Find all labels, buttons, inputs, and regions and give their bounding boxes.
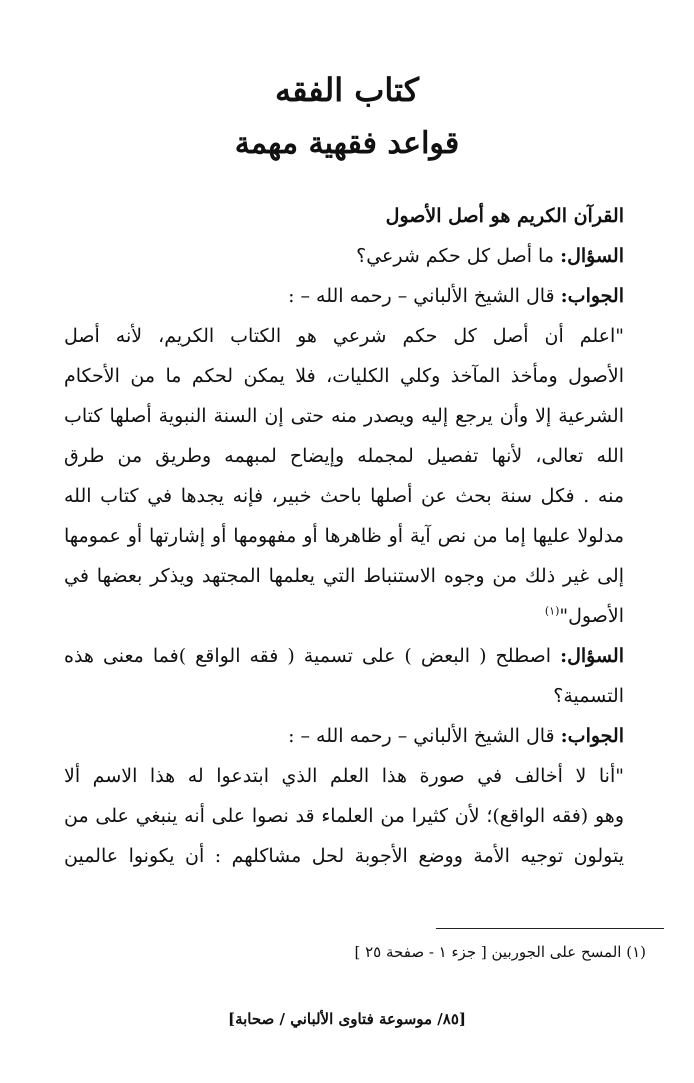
- footnote-ref: (١): [544, 604, 560, 618]
- quote-last-line: [64, 596, 624, 636]
- quote-line: الشرعية إلا وأن يرجع إليه ويصدر منه حتى إن السنة النبوية أصلها كتاب: [64, 405, 624, 427]
- question-text: ما أصل كل حكم شرعي؟: [356, 245, 555, 267]
- answer-intro: قال الشيخ الألباني – رحمه الله – :: [288, 725, 555, 747]
- quote-line: الله تعالى، لأنها تفصيل لمجمله وإيضاح لمبهمه وطريق من طرق: [64, 445, 624, 467]
- section-title: قواعد فقهية مهمة: [234, 126, 460, 161]
- body-text: [64, 196, 624, 876]
- question-1: [64, 236, 624, 276]
- quote-line: مدلولا عليها إما من نص آية أو ظاهرها أو مفهومها أو إشارتها أو عمومها: [64, 525, 624, 547]
- quote-line: الأصول ومأخذ المآخذ وكلي الكليات، فلا يمكن لحكم ما من الأحكام: [64, 365, 624, 387]
- question-text: اصطلح ( البعض ) على تسمية ( فقه الواقع )فما معنى هذه: [64, 645, 552, 667]
- footnote: (١) المسح على الجوربين [ جزء ١ - صفحة ٢٥ ]: [354, 943, 646, 961]
- footnote-divider: [436, 928, 664, 929]
- answer-2: [64, 716, 624, 756]
- answer-label: الجواب:: [560, 285, 624, 307]
- page-footer: [٨٥/ موسوعة فتاوى الألباني / صحابة]: [227, 1010, 467, 1028]
- quote-line: إلى غير ذلك من وجوه الاستنباط التي يعلمها المجتهد ويذكر بعضها في: [64, 565, 624, 587]
- question-2: [64, 636, 624, 676]
- question-label: السؤال:: [560, 245, 624, 267]
- question-label: السؤال:: [560, 645, 624, 667]
- answer-1: [64, 276, 624, 316]
- answer-intro: قال الشيخ الألباني – رحمه الله – :: [288, 285, 555, 307]
- quote-line: منه . فكل سنة بحث عن أصلها باحث خبير، فإنه يجدها في كتاب الله: [64, 485, 624, 507]
- quote-end: الأصول": [559, 605, 624, 627]
- answer-label: الجواب:: [560, 725, 624, 747]
- quote-line: يتولون توجيه الأمة ووضع الأجوبة لحل مشاكلهم : أن يكونوا عالمين: [64, 845, 624, 867]
- quote-line: "اعلم أن أصل كل حكم شرعي هو الكتاب الكريم، لأنه أصل: [64, 325, 624, 347]
- section-heading: القرآن الكريم هو أصل الأصول: [385, 205, 624, 227]
- quote-line: وهو (فقه الواقع)؛ لأن كثيرا من العلماء قد نصوا على أنه ينبغي على من: [64, 805, 624, 827]
- question-2-cont: التسمية؟: [553, 685, 624, 707]
- book-title: كتاب الفقه: [274, 71, 420, 109]
- quote-line: "أنا لا أخالف في صورة هذا العلم الذي ابتدعوا له هذا الاسم ألا: [64, 765, 624, 787]
